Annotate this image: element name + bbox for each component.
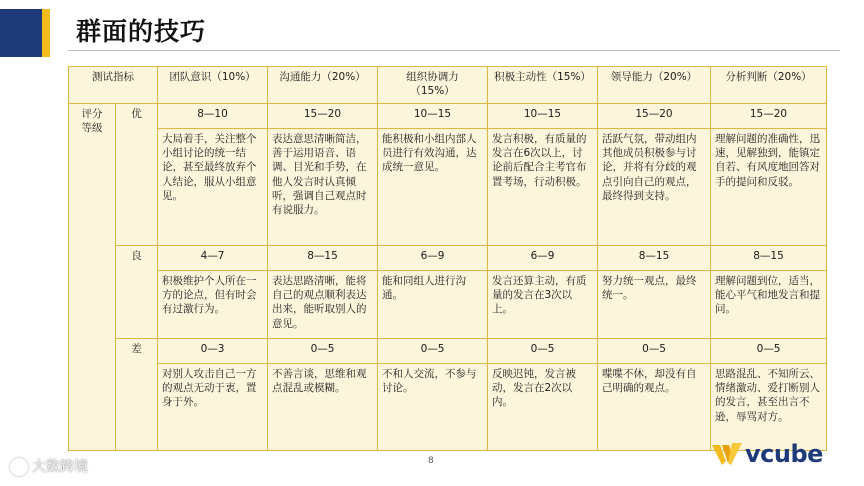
page-number: 8 <box>428 456 434 466</box>
score-cell: 8—15 <box>268 246 378 271</box>
score-cell: 10—15 <box>378 104 488 129</box>
level-label-good: 良 <box>116 246 158 339</box>
description-cell: 思路混乱、不知所云、情绪激动、爱打断别人的发言，甚至出言不逊，辱骂对方。 <box>711 364 827 451</box>
description-cell: 不和人交流，不参与讨论。 <box>378 364 488 451</box>
header-corner: 测试指标 <box>69 67 158 104</box>
score-cell: 10—15 <box>488 104 598 129</box>
description-cell: 努力统一观点，最终统一。 <box>598 271 711 339</box>
score-row-excellent <box>69 104 827 129</box>
brand-logo <box>712 438 823 470</box>
score-cell: 6—9 <box>488 246 598 271</box>
score-cell: 0—3 <box>158 339 268 364</box>
header-cell: 领导能力（20%） <box>598 67 711 104</box>
score-cell: 15—20 <box>268 104 378 129</box>
header-cell: 沟通能力（20%） <box>268 67 378 104</box>
header-cell: 组织协调力 （15%） <box>378 67 488 104</box>
description-cell: 表达思路清晰，能将自己的观点顺利表达出来，能听取别人的意见。 <box>268 271 378 339</box>
desc-row-excellent <box>69 129 827 246</box>
header-cell: 分析判断（20%） <box>711 67 827 104</box>
score-cell: 0—5 <box>378 339 488 364</box>
description-cell: 发言积极，有质量的发言在6次以上，讨论前后配合主考官布置考场，行动积极。 <box>488 129 598 246</box>
score-cell: 0—5 <box>711 339 827 364</box>
desc-row-good <box>69 271 827 339</box>
description-cell: 反映迟钝，发言被动，发言在2次以内。 <box>488 364 598 451</box>
header-cell: 积极主动性（15%） <box>488 67 598 104</box>
score-cell: 8—15 <box>598 246 711 271</box>
description-cell: 积极维护个人所在一方的论点，但有时会有过激行为。 <box>158 271 268 339</box>
brand-logo-text: vcube <box>745 440 823 468</box>
description-cell: 对别人攻击自己一方的观点无动于衷，置身于外。 <box>158 364 268 451</box>
title-accent-stripe <box>42 9 50 57</box>
score-cell: 0—5 <box>488 339 598 364</box>
score-cell: 0—5 <box>598 339 711 364</box>
description-cell: 发言还算主动，有质量的发言在3次以上。 <box>488 271 598 339</box>
header-cell: 团队意识（10%） <box>158 67 268 104</box>
score-cell: 8—10 <box>158 104 268 129</box>
slide-title: 群面的技巧 <box>76 17 207 46</box>
title-divider <box>68 50 840 51</box>
description-cell: 大局着手，关注整个小组讨论的统一结论，甚至最终放弃个人结论，服从小组意见。 <box>158 129 268 246</box>
score-row-good <box>69 246 827 271</box>
description-cell: 表达意思清晰简洁，善于运用语音、语调、目光和手势，在他人发言时认真倾听，强调自己观点时有说服力。 <box>268 129 378 246</box>
watermark-text: 大数跨境 <box>32 459 88 475</box>
header-row <box>69 67 827 104</box>
description-cell: 不善言谈，思维和观点混乱或模糊。 <box>268 364 378 451</box>
description-cell: 活跃气氛，带动组内其他成员积极参与讨论，并将有分歧的观点引向自己的观点，最终得到支持。 <box>598 129 711 246</box>
score-cell: 6—9 <box>378 246 488 271</box>
vcube-v-icon <box>712 441 742 467</box>
score-cell: 4—7 <box>158 246 268 271</box>
score-row-poor <box>69 339 827 364</box>
rating-level-label: 评分 等级 <box>69 104 116 451</box>
score-cell: 0—5 <box>268 339 378 364</box>
description-cell: 喋喋不休，却没有自己明确的观点。 <box>598 364 711 451</box>
description-cell: 理解问题的准确性，迅速，见解独到，能镇定自若、有风度地回答对手的提问和反驳。 <box>711 129 827 246</box>
score-cell: 8—15 <box>711 246 827 271</box>
description-cell: 理解问题到位，适当，能心平气和地发言和提问。 <box>711 271 827 339</box>
score-cell: 15—20 <box>598 104 711 129</box>
level-label-excellent: 优 <box>116 104 158 246</box>
score-cell: 15—20 <box>711 104 827 129</box>
watermark <box>10 456 88 476</box>
circle-logo-icon <box>10 458 28 476</box>
scoring-table <box>68 66 827 451</box>
description-cell: 能和同组人进行沟通。 <box>378 271 488 339</box>
level-label-poor: 差 <box>116 339 158 451</box>
description-cell: 能积极和小组内部人员进行有效沟通，达成统一意见。 <box>378 129 488 246</box>
